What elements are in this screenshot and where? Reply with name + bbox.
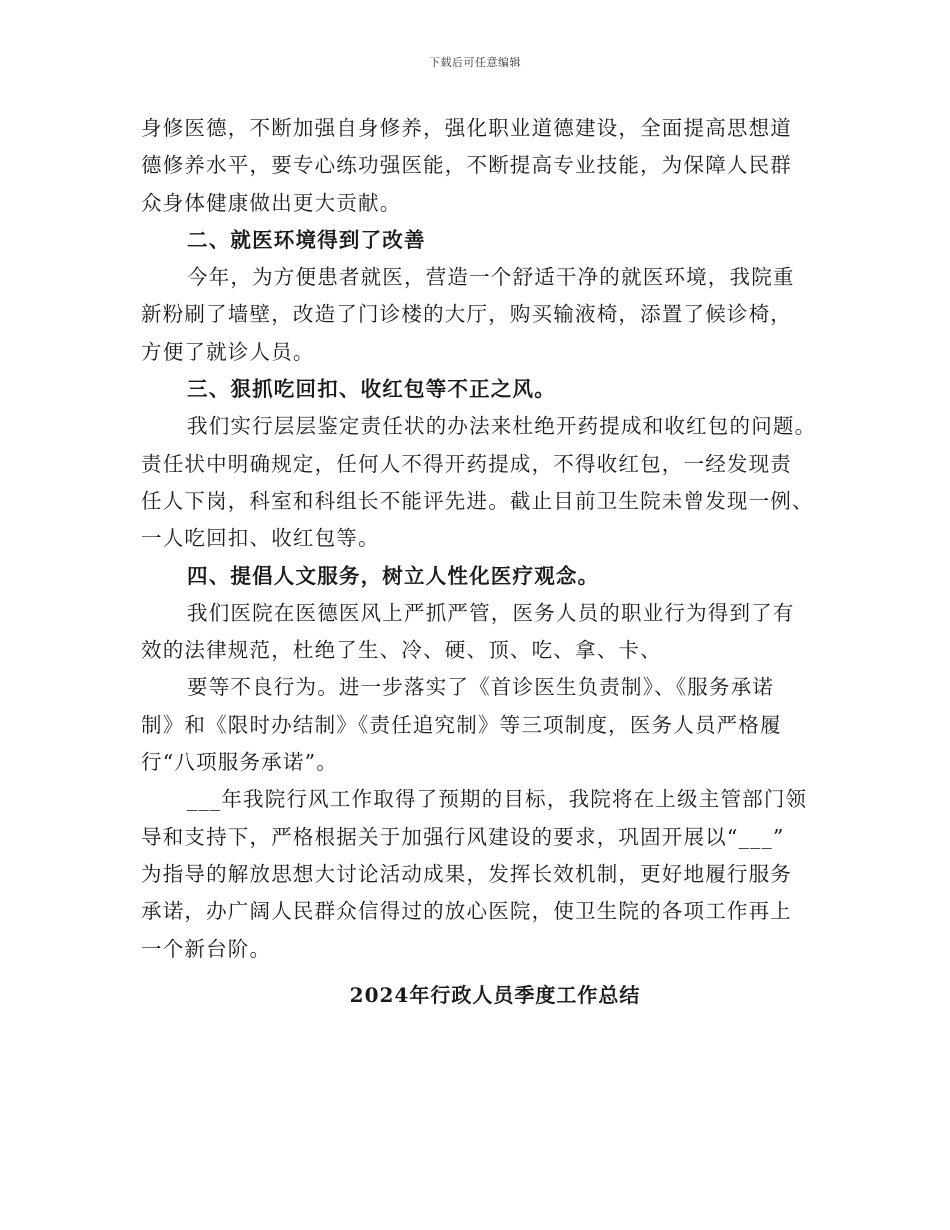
paragraph-line: 效的法律规范，杜绝了生、冷、硬、顶、吃、拿、卡、: [141, 638, 662, 663]
paragraph-line: 众身体健康做出更大贡献。: [141, 190, 402, 215]
paragraph-line: ___年我院行风工作取得了预期的目标，我院将在上级主管部门领: [187, 787, 808, 812]
section-heading: 四、提倡人文服务，树立人性化医疗观念。: [187, 563, 600, 588]
paragraph-line: 为指导的解放思想大讨论活动成果，发挥长效机制，更好地履行服务: [141, 861, 792, 886]
section-heading: 二、就医环境得到了改善: [187, 227, 426, 252]
paragraph-line: 一人吃回扣、收红包等。: [141, 526, 380, 551]
paragraph-line: 方便了就诊人员。: [141, 339, 315, 364]
paragraph-line: 行“八项服务承诺”。: [141, 750, 338, 775]
paragraph-line: 我们实行层层鉴定责任状的办法来杜绝开药提成和收红包的问题。: [187, 414, 817, 439]
paragraph-line: 新粉刷了墙壁，改造了门诊楼的大厅，购买输液椅，添置了候诊椅，: [141, 302, 792, 327]
header-note: 下载后可任意编辑: [429, 56, 521, 69]
paragraph-line: 一个新台阶。: [141, 936, 272, 961]
paragraph-line: 身修医德，不断加强自身修养，强化职业道德建设，全面提高思想道: [141, 116, 792, 140]
paragraph-line: 要等不良行为。进一步落实了《首诊医生负责制》、《服务承诺: [187, 675, 775, 700]
paragraph-line: 责任状中明确规定，任何人不得开药提成，不得收红包，一经发现责: [141, 451, 792, 476]
paragraph-line: 制》和《限时办结制》《责任追究制》等三项制度，医务人员严格履: [141, 712, 782, 737]
paragraph-line: 导和支持下，严格根据关于加强行风建设的要求，巩固开展以“___”: [141, 824, 785, 849]
paragraph-line: 承诺，办广阔人民群众信得过的放心医院，使卫生院的各项工作再上: [141, 899, 792, 924]
section-heading: 三、狠抓吃回扣、收红包等不正之风。: [187, 377, 556, 402]
document-body: [141, 110, 831, 968]
paragraph-line: 今年，为方便患者就医，营造一个舒适干净的就医环境，我院重: [187, 265, 795, 290]
paragraph-line: 德修养水平，要专心练功强医能，不断提高专业技能，为保障人民群: [141, 153, 792, 178]
document-title: 2024年行政人员季度工作总结: [349, 983, 641, 1007]
paragraph-line: 我们医院在医德医风上严抓严管，医务人员的职业行为得到了有: [187, 600, 795, 625]
paragraph-line: 任人下岗，科室和科组长不能评先进。截止目前卫生院未曾发现一例、: [141, 488, 814, 513]
